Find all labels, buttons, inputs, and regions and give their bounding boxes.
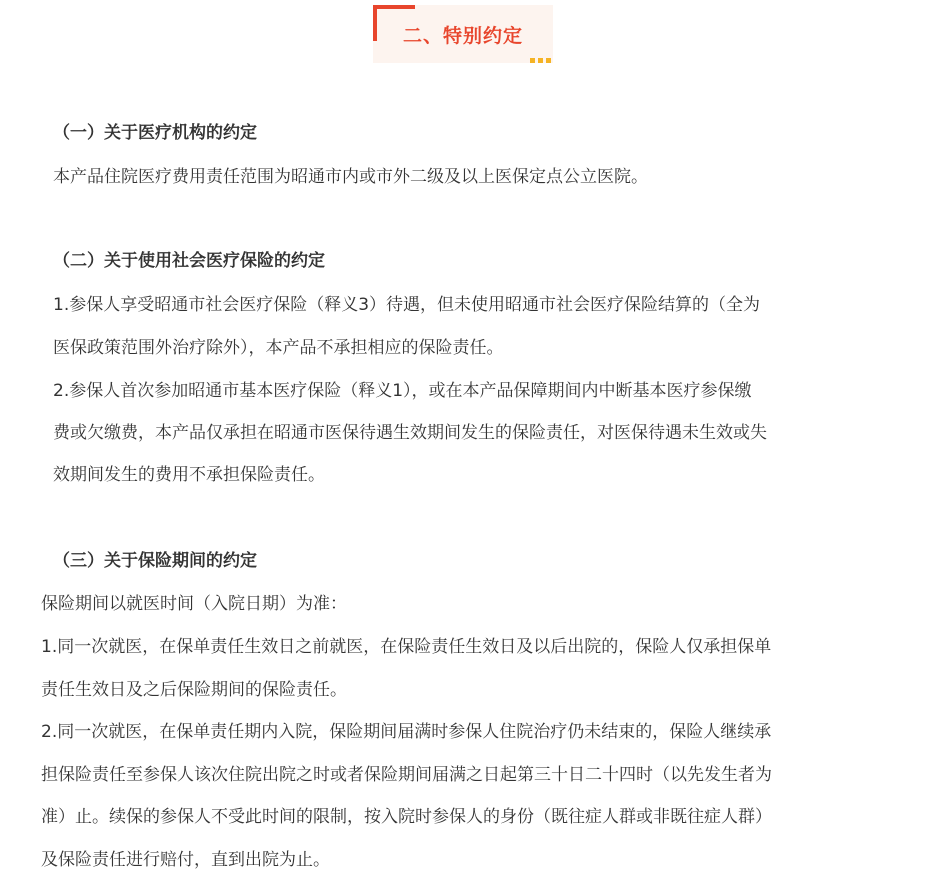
section-heading-insurance-period: （三）关于保险期间的约定 xyxy=(53,551,257,571)
paragraph-line: 2.参保人首次参加昭通市基本医疗保险（释义1），或在本产品保障期间内中断基本医疗参保缴 xyxy=(53,381,752,401)
title-dots-decoration xyxy=(530,58,551,63)
paragraph-line: 医保政策范围外治疗除外），本产品不承担相应的保险责任。 xyxy=(53,338,504,358)
paragraph-line: 效期间发生的费用不承担保险责任。 xyxy=(53,465,325,485)
dot xyxy=(546,58,551,63)
paragraph-line: 担保险责任至参保人该次住院出院之时或者保险期间届满之日起第三十日二十四时（以先发生者为 xyxy=(41,765,772,785)
section-heading-medical-institution: （一）关于医疗机构的约定 xyxy=(53,123,257,143)
paragraph-line: 本产品住院医疗费用责任范围为昭通市内或市外二级及以上医保定点公立医院。 xyxy=(53,167,648,187)
dot xyxy=(538,58,543,63)
paragraph-line: 费或欠缴费，本产品仅承担在昭通市医保待遇生效期间发生的保险责任，对医保待遇未生效或失 xyxy=(53,423,767,443)
section-heading-social-insurance: （二）关于使用社会医疗保险的约定 xyxy=(53,251,325,271)
paragraph-line: 1.同一次就医，在保单责任生效日之前就医，在保险责任生效日及以后出院的，保险人仅承担保单 xyxy=(41,637,772,657)
dot xyxy=(530,58,535,63)
paragraph-line: 及保险责任进行赔付，直到出院为止。 xyxy=(41,850,330,870)
paragraph-line: 责任生效日及之后保险期间的保险责任。 xyxy=(41,680,347,700)
paragraph-line: 保险期间以就医时间（入院日期）为准： xyxy=(41,594,347,614)
section-title: 二、特别约定 xyxy=(402,25,523,47)
section-title-box xyxy=(373,5,553,63)
paragraph-line: 准）止。续保的参保人不受此时间的限制，按入院时参保人的身份（既往症人群或非既往症人群） xyxy=(41,807,772,827)
paragraph-line: 2.同一次就医，在保单责任期内入院，保险期间届满时参保人住院治疗仍未结束的，保险人继续承 xyxy=(41,722,772,742)
paragraph-line: 1.参保人享受昭通市社会医疗保险（释义3）待遇，但未使用昭通市社会医疗保险结算的（全为 xyxy=(53,295,761,315)
title-corner-accent-top xyxy=(373,5,415,9)
